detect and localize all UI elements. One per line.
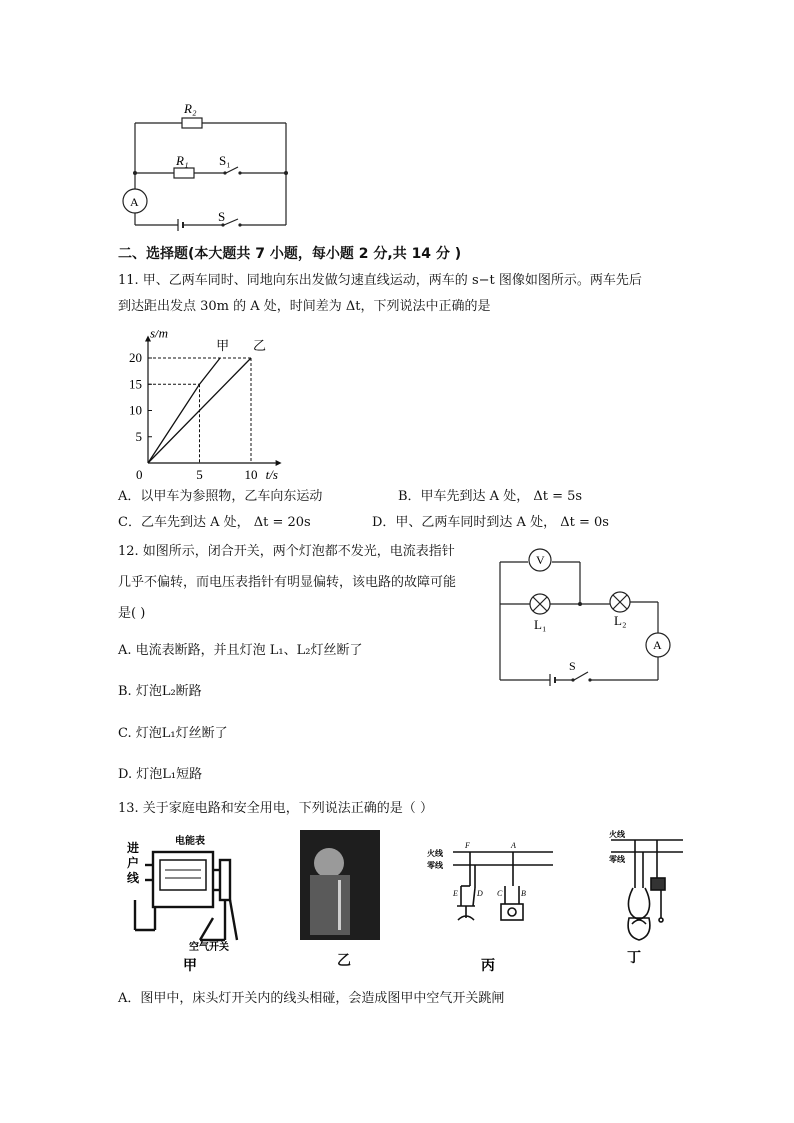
fig-bing-d: D <box>477 889 483 898</box>
y-tick-label: 10 <box>129 402 142 418</box>
label-s1: S₁ <box>219 153 231 168</box>
q11-option-a: A．以甲车为参照物，乙车向东运动 <box>118 489 323 504</box>
q11-option-c: C．乙车先到达 A 处， Δt = 20s <box>118 515 311 530</box>
resistor-r1 <box>174 168 194 178</box>
y-tick-label: 15 <box>129 376 142 392</box>
q11-option-d: D．甲、乙两车同时到达 A 处， Δt = 0s <box>372 515 609 530</box>
q12-option-a: A. 电流表断路，并且灯泡 L₁、L₂灯丝断了 <box>118 643 363 658</box>
wire-stroke <box>338 880 341 930</box>
q12-stem-line1: 12. 如图所示，闭合开关，两个灯泡都不发光，电流表指针 <box>118 544 455 559</box>
circuit-diagram-2 <box>492 540 682 690</box>
switch-s-2 <box>574 672 588 680</box>
y-tick-label: 20 <box>129 350 142 365</box>
q12-option-d: D. 灯泡L₁短路 <box>118 767 203 782</box>
q13-stem: 13. 关于家庭电路和安全用电，下列说法正确的是（ ） <box>118 801 433 816</box>
q12-stem-line2: 几乎不偏转，而电压表指针有明显偏转，该电路的故障可能 <box>118 575 457 590</box>
fig-jia-meter-label: 电能表 <box>175 836 205 847</box>
y-tick-label: 5 <box>135 428 142 444</box>
q11-stem-line1: 11. 甲、乙两车同时、同地向东出发做匀速直线运动，两车的 s−t 图像如图所示。两车先后 <box>118 273 642 288</box>
q13-option-a: A．图甲中，床头灯开关内的线头相碰，会造成图甲中空气开关跳闸 <box>118 991 505 1006</box>
x-tick-label: 5 <box>196 467 203 480</box>
label-ammeter: A <box>130 195 139 209</box>
label-r1: R₁ <box>176 153 189 168</box>
label-l2: L₂ <box>614 613 627 628</box>
fig-yi-caption: 乙 <box>337 953 351 969</box>
label-r2: R₂ <box>184 101 197 116</box>
label-s2: S <box>569 659 576 673</box>
label-a: A <box>653 638 662 652</box>
q12-stem-line3: 是( ) <box>118 606 146 621</box>
resistor-r2 <box>182 118 202 128</box>
switch-s <box>224 219 238 225</box>
q11-option-b: B．甲车先到达 A 处， Δt = 5s <box>398 489 583 504</box>
fig-jia-switch-label: 空气开关 <box>189 942 229 953</box>
fig-bing-c: C <box>497 889 503 898</box>
q13-figure-ding <box>605 828 685 968</box>
st-chart <box>118 330 318 480</box>
fig-bing-f: F <box>465 841 470 850</box>
fig-jia-label-xian: 线 <box>127 871 140 885</box>
fig-ding-zero: 零线 <box>609 855 625 864</box>
fig-bing-a: A <box>511 841 516 850</box>
person-body <box>310 875 350 935</box>
x-axis-arrow <box>276 460 282 466</box>
fig-jia-label-jin: 进 <box>127 841 140 855</box>
y-axis-label: s/m <box>150 330 169 341</box>
q13-figure-jia <box>125 830 245 975</box>
circuit-diagram-1 <box>110 95 310 235</box>
fig-jia-caption: 甲 <box>183 959 197 974</box>
series-label-1: 乙 <box>253 338 267 353</box>
q12-option-b: B. 灯泡L₂断路 <box>118 684 202 699</box>
person-silhouette <box>314 848 344 878</box>
label-l1: L₁ <box>534 617 547 632</box>
q13-figure-yi <box>300 830 380 940</box>
x-tick-label: 0 <box>136 467 143 480</box>
fig-bing-caption: 丙 <box>481 959 495 974</box>
q11-stem-line2: 到达距出发点 30m 的 A 处，时间差为 Δt，下列说法中正确的是 <box>118 299 491 314</box>
fig-ding-caption: 丁 <box>627 951 641 966</box>
label-v: V <box>536 553 545 567</box>
fig-bing-e: E <box>453 889 458 898</box>
x-axis-label: t/s <box>265 467 278 480</box>
q13-figure-bing <box>425 838 555 978</box>
fig-jia-label-hu: 户 <box>127 856 140 870</box>
fig-ding-fire: 火线 <box>609 830 625 839</box>
series-label-0: 甲 <box>216 338 230 353</box>
label-s: S <box>218 209 226 224</box>
series-line-0 <box>148 358 220 463</box>
q12-option-c: C. 灯泡L₁灯丝断了 <box>118 726 228 741</box>
x-tick-label: 10 <box>244 467 258 480</box>
fig-bing-zero: 零线 <box>427 861 443 870</box>
fig-bing-b: B <box>521 889 526 898</box>
fig-bing-fire: 火线 <box>427 849 443 858</box>
section-title: 二、选择题(本大题共 7 小题，每小题 2 分,共 14 分 ) <box>118 246 462 262</box>
